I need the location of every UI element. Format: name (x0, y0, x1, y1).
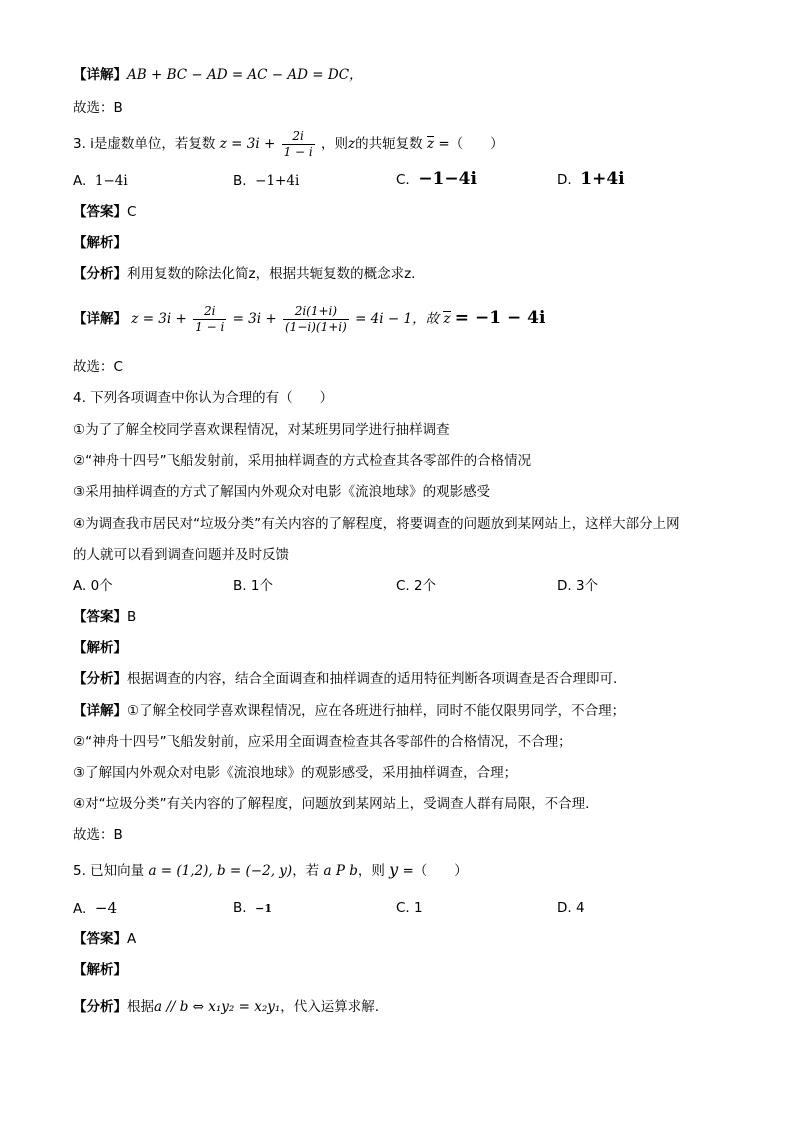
q5-stem: 5. 已知向量 a = (1,2), b = (−2, y)，若 a P b，则 y =（ ） (73, 860, 468, 879)
q4-detail-2: ②“神舟十四号”飞船发射前，应采用全面调查检查其各零部件的合格情况，不合理； (73, 734, 572, 750)
q3-detail-frac1: $\frac{2i}{1 - i}$ (195, 303, 225, 334)
q3-frac-num: 2i (282, 129, 315, 145)
q3-option-d: D. 1+4i (557, 169, 625, 189)
q5-option-c: C. 1 (396, 900, 423, 916)
q3-stem-fraction (282, 129, 315, 160)
q4-detail-1: 【详解】①了解全校同学喜欢课程情况，应在各班进行抽样，同时不能仅限男同学，不合理； (73, 703, 626, 719)
q5-fenxi-formula: a // b ⇔ x₁y₂ = x₂y₁ (154, 999, 281, 1015)
q4-stem: 4. 下列各项调查中你认为合理的有（ ） (73, 390, 334, 406)
q3-stem-suffix: ，则 (321, 136, 349, 152)
q3-analysis-label: 【解析】 (73, 235, 127, 251)
q4-item-1: ①为了了解全校同学喜欢课程情况，对某班男同学进行抽样调查 (73, 422, 450, 438)
q3-choose: 故选：C (73, 359, 123, 375)
q3-detail-frac2: $\frac{2i(1+i)}{(1-i)(1+i)}$ (285, 303, 347, 334)
q3-answer: 【答案】C (73, 204, 137, 220)
q4-analysis-label: 【解析】 (73, 640, 127, 656)
q2-choose: 故选：B (73, 100, 123, 116)
q4-choose: 故选：B (73, 827, 123, 843)
q3-stem-suffix2: 的共轭复数 (355, 136, 423, 152)
q3-stem-z: z = 3i + (219, 136, 276, 152)
q5-analysis-label: 【解析】 (73, 962, 127, 978)
q3-option-b: B. −1+4i (233, 173, 300, 189)
q4-item-3: ③采用抽样调查的方式了解国内外观众对电影《流浪地球》的观影感受 (73, 484, 491, 500)
q4-item-4: ④为调查我市居民对“垃圾分类”有关内容的了解程度，将要调查的问题放到某网站上，这样大部分上网 (73, 516, 680, 532)
q4-item-4-cont: 的人就可以看到调查问题并及时反馈 (73, 547, 289, 563)
q2-detail-line (73, 66, 363, 84)
q4-item-2: ②“神舟十四号”飞船发射前，采用抽样调查的方式检查其各零部件的合格情况 (73, 453, 532, 469)
q4-option-a: A. 0个 (73, 578, 113, 594)
q3-stem-prefix: 3. i是虚数单位，若复数 (73, 136, 216, 152)
q4-option-b: B. 1个 (233, 578, 273, 594)
q3-option-c: C. −1−4i (396, 169, 477, 189)
q3-fenxi: 【分析】利用复数的除法化简z，根据共轭复数的概念求z. (73, 266, 416, 282)
q4-option-d: D. 3个 (557, 578, 599, 594)
q5-answer: 【答案】A (73, 931, 137, 947)
q4-detail-3: ③了解国内外观众对电影《流浪地球》的观影感受，采用抽样调查，合理； (73, 765, 518, 781)
q4-option-c: C. 2个 (396, 578, 437, 594)
q3-stem: 3. i是虚数单位，若复数 z = 3i + $\frac{2i}{1 - i}$ ，则z的共轭复数 z =（ ） (73, 128, 504, 159)
q3-stem-end: =（ ） (438, 136, 504, 152)
detail-label: 【详解】 (73, 67, 127, 83)
q5-option-b: B. −1 (233, 900, 273, 916)
q3-option-a: A. 1−4i (73, 173, 128, 189)
q4-detail-4: ④对“垃圾分类”有关内容的了解程度，问题放到某网站上，受调查人群有局限，不合理. (73, 796, 590, 812)
q5-option-d: D. 4 (557, 900, 585, 916)
q4-answer: 【答案】B (73, 609, 137, 625)
q5-fenxi: 【分析】根据a // b ⇔ x₁y₂ = x₂y₁，代入运算求解. (73, 999, 380, 1015)
q5-option-a: A. −4 (73, 899, 118, 917)
q3-frac-den: 1 − i (283, 144, 313, 159)
q4-fenxi: 【分析】根据调查的内容，结合全面调查和抽样调查的适用特征判断各项调查是否合理即可. (73, 671, 618, 687)
q3-detail: 【详解】 z = 3i + $\frac{2i}{1 - i}$ = 3i + $\frac{2i(1+i)}{(1-i)(1+i)}$ = 4i − 1，故 z = −1 − 4i (73, 303, 546, 334)
vector-expression: AB + BC − AD = AC − AD = DC， (127, 67, 363, 83)
q5-relation: a P b (323, 863, 358, 879)
q5-vectors: a = (1,2), b = (−2, y) (148, 863, 293, 879)
